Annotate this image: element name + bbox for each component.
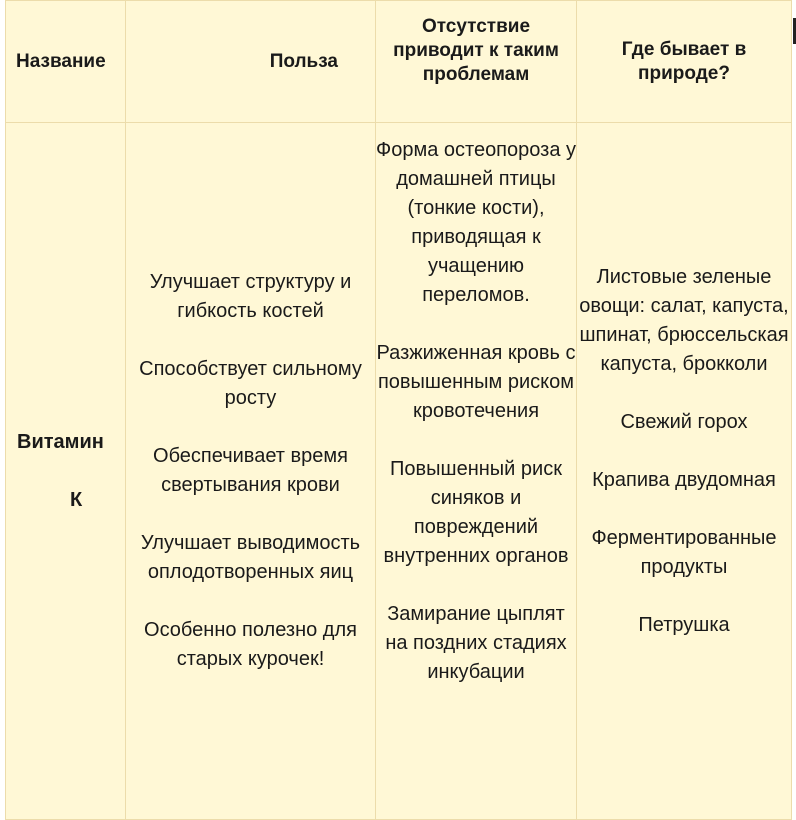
vitamin-name-line1: Витамин [17,430,104,453]
benefit-item: Улучшает структуру и гибкость костей [149,271,352,322]
deficiency-item: Форма остеопороза у домашней птицы (тонкие кости), приводящая к учащению переломов. [376,139,577,306]
nature-item: Ферментированные продукты [591,526,777,578]
benefit-cell [126,123,376,820]
deficiency-cell [376,123,577,820]
nature-item: Петрушка [638,613,730,636]
nature-item: Свежий горох [620,410,748,433]
benefit-item: Улучшает выводимость оплодотворенных яиц [140,532,361,583]
vitamin-name-line2: К [70,488,83,511]
header-nature: Где бывает в природе? [577,1,792,123]
header-row [6,1,792,123]
deficiency-item: Замирание цыплят на поздних стадиях инкубации [385,603,567,683]
vitamin-name-cell [6,123,126,820]
header-name: Название [6,1,126,123]
vitamin-table [5,0,792,820]
benefit-item: Особенно полезно для старых курочек! [144,619,357,670]
benefit-item: Способствует сильному росту [139,358,362,409]
nature-cell [577,123,792,820]
benefit-item: Обеспечивает время свертывания крови [153,445,348,496]
nature-item: Листовые зеленые овощи: салат, капуста, шпинат, брюссельская капуста, брокколи [579,265,789,375]
table-row [6,123,792,820]
nature-item: Крапива двудомная [592,468,776,491]
deficiency-item: Разжиженная кровь с повышенным риском кровотечения [376,342,576,422]
header-deficiency: Отсутствие приводит к таким проблемам [376,1,577,123]
header-benefit: Польза [126,1,376,123]
deficiency-item: Повышенный риск синяков и повреждений внутренних органов [383,458,569,567]
